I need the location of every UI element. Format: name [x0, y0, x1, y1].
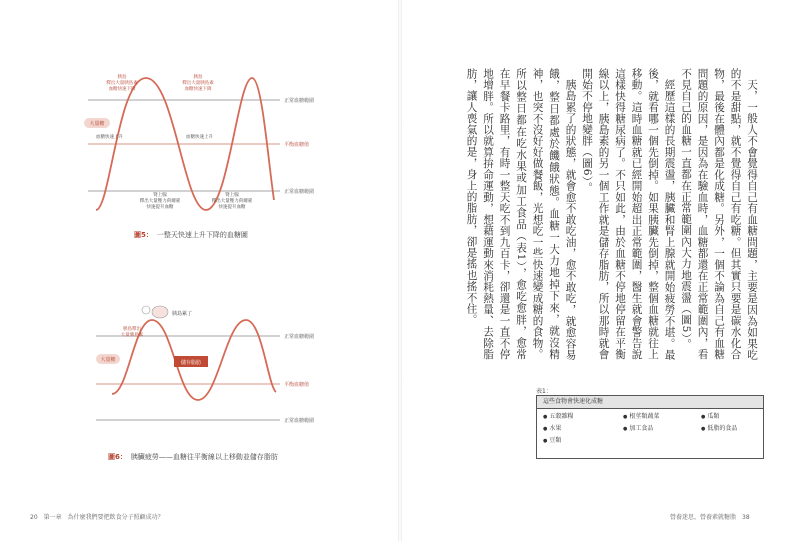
fig6-label-balance: 平衡血糖值 — [284, 382, 310, 388]
figure-5-caption-text: 一整天快速上升下降的血糖圖 — [156, 231, 248, 239]
tired-pancreas-icon — [152, 306, 168, 318]
fig5-bottom-mid-2: 釋出大量壓力荷爾蒙 — [139, 199, 181, 204]
figure-5-diagram — [0, 60, 400, 290]
left-page-folio: 20 第一章 為什麼我們要把飲食分子照顧成功？ — [30, 514, 164, 521]
paragraph-3: 胰島累了的狀態，就會愈不敢吃油，愈不敢吃，就愈容易餓，整日都處於饑餓狀態。血糖一大力地掉下來，就沒精神，也突不沒好好做餐飯，光想吃一些快速變成糖的食物。所以整日都在吃水果或加工食品（表1），愈吃愈胖，愈常在早餐卡路里，有時一整天吃不到九百卡，卻還是一直不停地增胖。所以就算拚命運動，想藉運動來消耗熱量、去除脂肪，讓人喪氣的是，身上的脂肪，卻是搖也搖不住。 — [465, 68, 577, 360]
fig5-top-left-1: 胰島 — [117, 75, 127, 80]
big-meal-label: 大量糖 — [89, 121, 105, 127]
label-lower-range: 正常血糖範圍 — [284, 189, 315, 195]
table-item: ● 瓜類 — [701, 412, 767, 422]
big-meal-label-fig6: 大量糖 — [100, 357, 116, 363]
paragraph-2: 經歷這樣的長期震盪，胰臟和腎上腺就開始疲勞不堪。最後，就看哪一個先倒掉。如果胰臟先倒掉，整個血糖就往上移動。這時血糖就已經開始超出正常範圍，醫生就會警告說這樣快得糖尿病了。不只如此，由於血糖不停地停留在平衡線以上，胰島素的另一個工作就是儲存脂肪，所以那時就會開始不停地變胖（圖6）。 — [581, 68, 676, 360]
fig6-note-2: 大量胰島素 — [120, 333, 144, 338]
fig5-top-left-3: 血糖快速下降 — [108, 87, 136, 92]
label-upper-range: 正常血糖範圍 — [284, 98, 315, 104]
fig5-bottom-right-2: 釋出大量壓力荷爾蒙 — [211, 199, 253, 204]
fig6-note-1: 胰島釋出 — [123, 327, 141, 332]
fig5-top-left-2: 釋出大量胰島素 — [106, 81, 138, 86]
figure-5-caption — [134, 230, 248, 240]
figure-5-number: 圖5： — [134, 231, 153, 239]
table-items — [537, 409, 763, 446]
fig5-bottom-mid-1: 腎上腺 — [153, 193, 167, 198]
table-item: ● 水果 — [543, 424, 623, 434]
fig5-top-right-3: 血糖快速下降 — [184, 87, 212, 92]
table-item: ● 根莖類蔬菜 — [623, 412, 701, 422]
book-gutter — [398, 0, 402, 541]
figure-6-number: 圖6： — [108, 453, 127, 461]
fig5-bottom-mid-3: 快速提升血糖 — [146, 205, 174, 210]
fig6-label-lower: 正常血糖範圍 — [284, 418, 315, 424]
table-item: ● 五穀雜糧 — [543, 412, 623, 422]
fat-storage-label: 儲存脂肪 — [180, 360, 202, 366]
paragraph-1: 天，一般人不會覺得自己有血糖問題，主要是因為如果吃的不是甜點，就不覺得自己有吃糖。但其實只要是碳水化合物，最後在體內都是化成糖。另外，一個不論為自己有血糖問題的原因，是因為在驗血時，血糖都還在正常範圍內，看不見自己的血糖一直都在正常範圍內大力地震盪（圖5）。 — [680, 68, 758, 360]
rise-label-right: 血糖快速上升 — [186, 135, 213, 140]
fig5-bottom-right-3: 快速提升血糖 — [218, 205, 246, 210]
figure-6-caption — [108, 452, 278, 462]
fig5-top-right-1: 胰島 — [193, 75, 203, 80]
table-title: 這些食物會快速化成糖 — [537, 396, 763, 409]
fig5-bottom-right-1: 腎上腺 — [225, 193, 239, 198]
label-balance: 平衡血糖值 — [284, 142, 310, 148]
figure-6-diagram — [0, 296, 400, 436]
fig5-top-right-2: 釋出大量胰島素 — [182, 81, 214, 86]
right-page-folio: 營養迷思，營養素就糖脂 38 — [670, 514, 750, 521]
table-item: ● 低脂的食品 — [701, 424, 767, 434]
body-text — [430, 68, 760, 360]
food-table — [536, 395, 764, 459]
table-item: ● 加工食品 — [623, 424, 701, 434]
fig6-label-upper: 正常血糖範圍 — [284, 334, 315, 340]
thought-label: 胰島累了 — [172, 311, 193, 317]
figure-6-caption-text: 胰臟疲勞——血糖往平衡線以上移動並儲存脂肪 — [130, 453, 278, 461]
table-label: 表1： — [536, 388, 552, 395]
table-item: ● 豆類 — [543, 436, 623, 446]
rise-label-left: 血糖快速上升 — [96, 135, 123, 140]
